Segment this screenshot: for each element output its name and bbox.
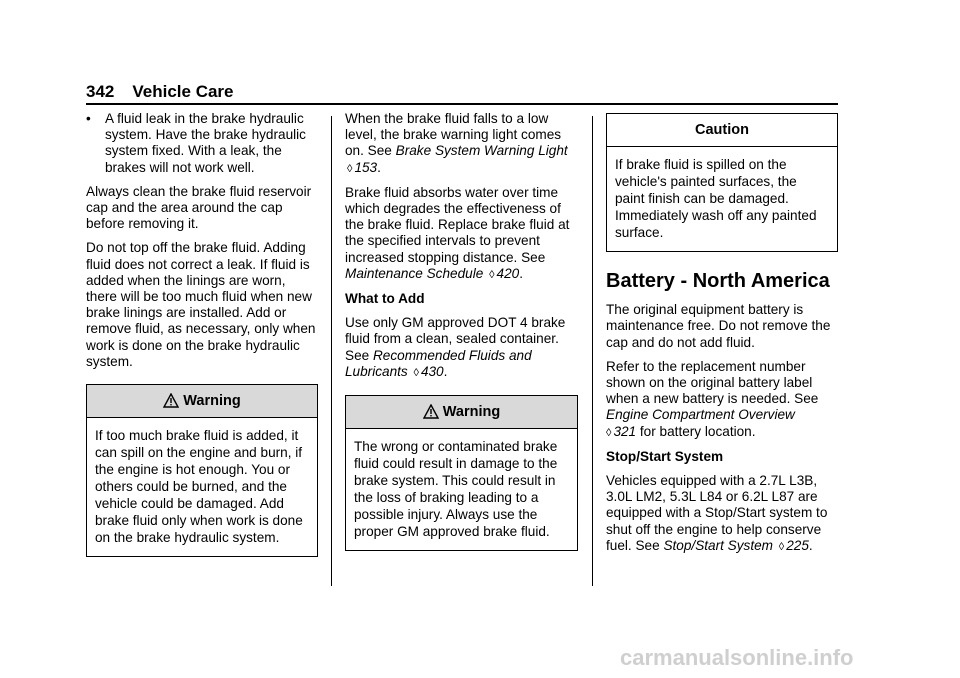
column-3 — [606, 113, 840, 563]
paragraph — [345, 111, 579, 177]
page-number: 342 — [86, 82, 115, 101]
caution-box — [606, 113, 838, 252]
paragraph — [606, 473, 840, 555]
header-rule — [86, 103, 838, 105]
column-divider-2 — [592, 116, 593, 586]
paragraph-text: Refer to the replacement number shown on the original battery label when a new battery is needed. See — [606, 358, 819, 407]
paragraph — [606, 359, 840, 441]
bullet-glyph: • — [86, 111, 91, 126]
paragraph-text: Brake fluid absorbs water over time which degrades the effectiveness of the brake fluid. Replace brake fluid at the specified intervals to prevent increased stopping distance. See — [345, 184, 570, 265]
page-reference[interactable]: 420 — [496, 265, 520, 281]
page-reference-arrow-icon: ◊ — [489, 268, 495, 281]
warning-triangle-icon — [423, 404, 439, 419]
page-header — [86, 82, 234, 102]
warning-box — [86, 384, 318, 557]
column-1 — [86, 111, 320, 565]
warning-title: Warning — [442, 404, 501, 421]
cross-reference[interactable]: Recommended Fluids and Lubricants — [345, 347, 532, 379]
paragraph-text: Vehicles equipped with a 2.7L L3B, 3.0L LM2, 5.3L L84 or 6.2L L87 are equipped with a Stop/Start system to shut off the engine to help conserve fuel. See — [606, 473, 828, 553]
cross-reference[interactable]: Maintenance Schedule — [345, 265, 484, 281]
warning-header — [87, 385, 317, 418]
page-reference[interactable]: 321 — [613, 423, 637, 439]
bullet-text: A fluid leak in the brake hydraulic system. Have the brake hydraulic system fixed. With a leak, the brakes will not work well. — [105, 111, 306, 175]
page-reference[interactable]: 225 — [786, 537, 809, 553]
caution-body — [607, 147, 837, 251]
sentence-period: . — [443, 363, 448, 379]
paragraph: Do not top off the brake fluid. Adding fluid does not correct a leak. If fluid is added when the linings are worn, there will be too much fluid when new brake linings are installed. Add or remove fluid, as necessary, only when work is done on the brake hydraulic system. — [86, 240, 316, 369]
page-title: Vehicle Care — [132, 82, 234, 101]
list-item — [86, 111, 320, 176]
paragraph: Always clean the brake fluid reservoir cap and the area around the cap before removing it. — [86, 183, 312, 232]
caution-header: Caution — [607, 114, 837, 147]
warning-text: If too much brake fluid is added, it can spill on the engine and burn, if the engine is hot enough. You or others could be burned, and the vehicle could be damaged. Add brake fluid only when work is done on the brake hydraulic system. — [95, 428, 303, 546]
sentence-period: . — [519, 265, 523, 281]
warning-triangle-icon — [163, 393, 179, 408]
paragraph: The original equipment battery is maintenance free. Do not remove the cap and do not add fluid. — [606, 302, 831, 350]
cross-reference[interactable]: Brake System Warning Light — [395, 143, 568, 159]
paragraph-text: Use only GM approved DOT 4 brake fluid from a clean, sealed container. See — [345, 315, 566, 363]
warning-text: The wrong or contaminated brake fluid could result in damage to the brake system. This could result in the loss of braking leading to a possible injury. Always use the proper GM approved brake fluid. — [354, 439, 558, 540]
cross-reference[interactable]: Stop/Start System — [663, 537, 773, 553]
page-reference[interactable]: 430 — [420, 363, 444, 379]
warning-title: Warning — [183, 393, 241, 410]
column-2 — [345, 111, 579, 559]
sentence-period: . — [377, 159, 381, 175]
page-reference[interactable]: 153 — [354, 159, 378, 175]
warning-header — [346, 396, 577, 429]
warning-body — [87, 418, 317, 556]
sentence-period: . — [808, 537, 813, 553]
subheading: Stop/Start System — [606, 448, 724, 464]
paragraph — [345, 185, 579, 283]
paragraph — [345, 315, 579, 381]
cross-reference[interactable]: Engine Compartment Overview — [606, 407, 795, 423]
caution-text: If brake fluid is spilled on the vehicle's painted surfaces, the paint finish can be damaged. Immediately wash off any painted surface. — [615, 157, 817, 241]
section-title: Battery - North America — [606, 270, 830, 293]
paragraph-text: for battery location. — [639, 423, 756, 439]
page-reference-arrow-icon: ◊ — [347, 162, 353, 175]
page-reference-arrow-icon: ◊ — [413, 366, 419, 379]
subheading: What to Add — [345, 291, 425, 307]
page-reference-arrow-icon: ◊ — [606, 426, 612, 439]
warning-box — [345, 395, 578, 551]
watermark: carmanualsonline.info — [620, 645, 854, 670]
paragraph-text: When the brake fluid falls to a low level, the brake warning light comes on. See — [345, 111, 562, 159]
warning-body — [346, 429, 577, 550]
page-reference-arrow-icon: ◊ — [778, 540, 785, 553]
column-divider-1 — [331, 116, 332, 586]
